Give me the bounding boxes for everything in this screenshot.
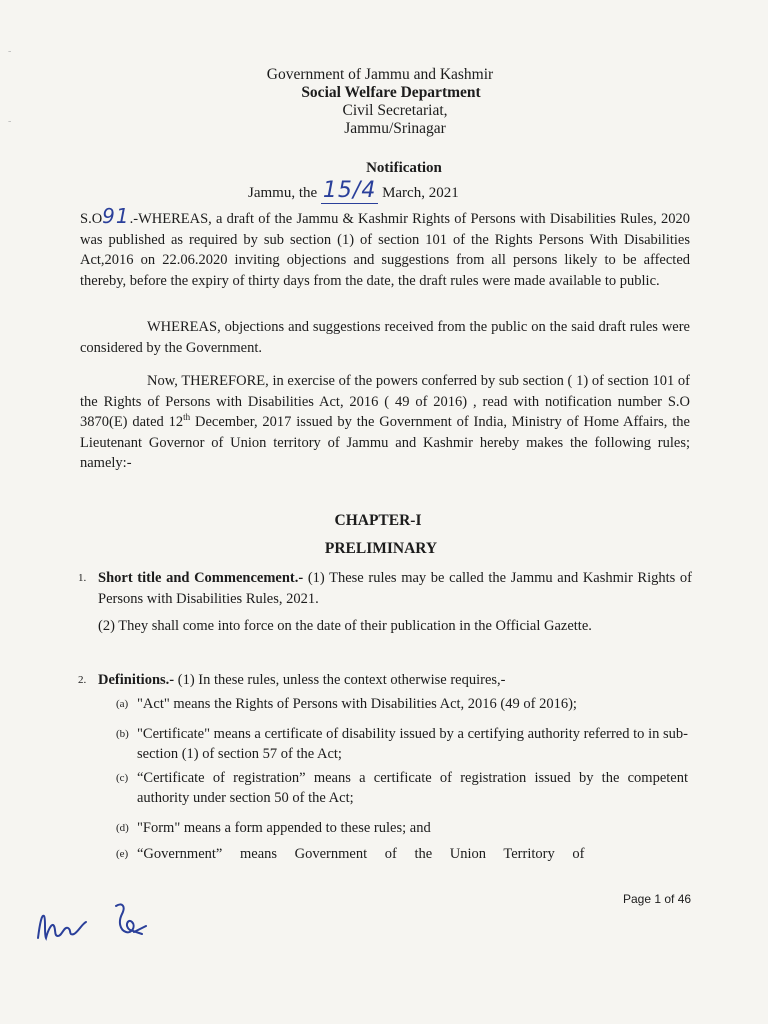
definition-text: “Certificate of registration” means a certificate of registration issued by the competent authority under section 50 of the Act; [137,770,688,806]
notification-title: Notification [366,160,442,176]
preamble-paragraph [80,206,690,291]
definition-label: (b) [116,728,129,740]
rule-text: (1) These rules may be called the Jammu and Kashmir Rights of Persons with Disabilities Rules, 2021. [98,570,692,607]
city-line: Jammu/Srinagar [344,120,446,137]
definition-text: "Form" means a form appended to these rules; and [137,820,431,836]
chapter-number: CHAPTER-I [334,512,422,529]
chapter-title: PRELIMINARY [324,540,438,557]
rule-text: (1) In these rules, unless the context otherwise requires,- [174,672,506,688]
date-prefix: Jammu, the [248,185,318,201]
objections-paragraph: WHEREAS, objections and suggestions received from the public on the said draft rules were considered by the Government. [80,319,690,356]
definition-text: "Act" means the Rights of Persons with Disabilities Act, 2016 (49 of 2016); [137,696,577,712]
definition-label: (d) [116,822,129,834]
government-name: Government of Jammu and Kashmir [266,66,494,83]
signature-initials [34,900,94,950]
letterhead [0,66,768,138]
therefore-text-b: December, 2017 issued by the Government of India, Ministry of Home Affairs, the Lieutenant Governor of Union territory of Jammu and Kashmir hereby makes the following rules; namely:- [80,414,690,471]
department-name: Social Welfare Department [301,84,481,101]
rule-number: 1. [78,572,87,584]
signature-mark [106,896,156,946]
rule-number: 2. [78,674,87,686]
scan-artifact: - [8,46,12,57]
definition-label: (e) [116,848,129,860]
ordinal-superscript: th [183,412,191,423]
handwritten-date: 15/4 [322,178,377,203]
notification-date [248,178,459,203]
therefore-text-a: Now, THEREFORE, in exercise of the powers conferred by sub section ( 1) of section 101 of the Rights of Persons with Disabilities Act, 2016 ( 49 of 2016) , read with notification number S.O 3870(E) dated 12 [80,373,690,430]
secretariat-line: Civil Secretariat, [342,102,448,119]
definition-text: “Government” means Government of the Union Territory of [137,846,585,862]
rule-heading: Short title and Commencement.- [98,570,304,586]
definition-text: "Certificate" means a certificate of disability issued by a certifying authority referred to in sub-section (1) of section 57 of the Act; [137,726,688,762]
so-prefix: S.O [80,211,103,227]
preamble-text: .-WHEREAS, a draft of the Jammu & Kashmir Rights of Persons with Disabilities Rules, 2020 was published as required by sub section (1) of section 101 of the Rights Persons With Disabilities Act,2016 on 22.06.2020 inviting objections and suggestions from all persons likely to be affected thereby, before the expiry of thirty days from the date, the draft rules were made available to public. [80,211,690,289]
rule-heading: Definitions.- [98,672,175,688]
definition-label: (c) [116,772,129,784]
page-number: Page 1 of 46 [623,892,692,906]
date-suffix: March, 2021 [382,185,459,201]
handwritten-so-number: 91 [102,204,130,228]
scan-artifact: - [8,116,12,127]
therefore-paragraph [80,371,690,474]
rule-text: (2) They shall come into force on the date of their publication in the Official Gazette. [98,618,592,634]
definition-label: (a) [116,698,129,710]
